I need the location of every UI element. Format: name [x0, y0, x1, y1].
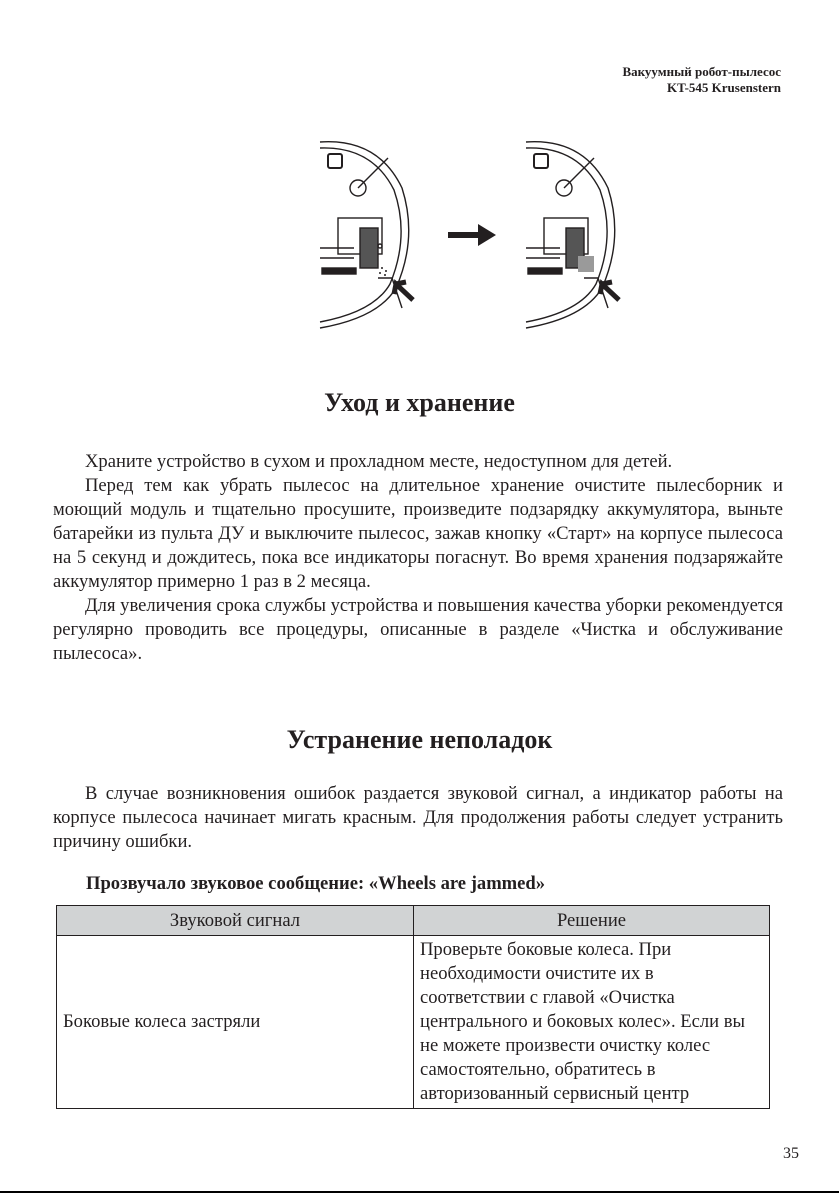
pointer-arrow-icon [600, 282, 619, 300]
section-title-troubleshooting: Устранение неполадок [286, 725, 553, 754]
cell-signal: Боковые колеса застряли [57, 936, 414, 1109]
care-paragraph: Для увеличения срока службы устройства и повышения качества уборки рекомендуется регулярно проводить все процедуры, описанные в разделе «Чистка и обслуживание пылесоса». [53, 595, 784, 664]
table-header-row [57, 906, 770, 936]
care-paragraph: Перед тем как убрать пылесос на длительное хранение очистите пылесборник и моющий модуль и тщательно просушите, произведите подзарядку аккумулятора, выньте батарейки из пульта ДУ и выключите пылесос, зажав кнопку «Старт» на корпусе пылесоса на 5 секунд и дождитесь, пока все индикаторы погаснут. Во время хранения подзаряжайте аккумулятор примерно 1 раз в 2 месяца. [53, 475, 783, 592]
column-header-signal: Звуковой сигнал [57, 906, 414, 936]
troubleshooting-intro [53, 782, 783, 854]
cell-solution: Проверьте боковые колеса. При необходимости очистите их в соответствии с главой «Очистка центрального и боковых колес». Если вы не можете произвести очистку колес самостоятельно, обратитесь в авторизованный сервисный центр [414, 936, 770, 1109]
header-model: KT-545 Krusenstern [667, 80, 781, 95]
page-number: 35 [783, 1145, 799, 1162]
error-subheading: Прозвучало звуковое сообщение: «Wheels are jammed» [86, 873, 546, 894]
section-title-care: Уход и хранение [324, 388, 515, 417]
column-header-solution: Решение [414, 906, 770, 936]
document-header [622, 64, 781, 96]
robot-bottom-before-icon [320, 142, 409, 328]
robot-illustration [318, 128, 648, 338]
robot-bottom-after-icon [526, 142, 615, 328]
care-text [53, 450, 783, 666]
troubleshooting-table [56, 905, 770, 1109]
header-product-type: Вакуумный робот-пылесос [622, 64, 781, 79]
dotted-spot-icon [379, 267, 387, 276]
arrow-right-icon [448, 224, 496, 246]
pointer-arrow-icon [394, 282, 413, 300]
table-row [57, 936, 770, 1109]
intro-paragraph: В случае возникновения ошибок раздается звуковой сигнал, а индикатор работы на корпусе пылесоса начинает мигать красным. Для продолжения работы следует устранить причину ошибки. [53, 783, 783, 852]
care-paragraph: Храните устройство в сухом и прохладном месте, недоступном для детей. [85, 451, 673, 472]
